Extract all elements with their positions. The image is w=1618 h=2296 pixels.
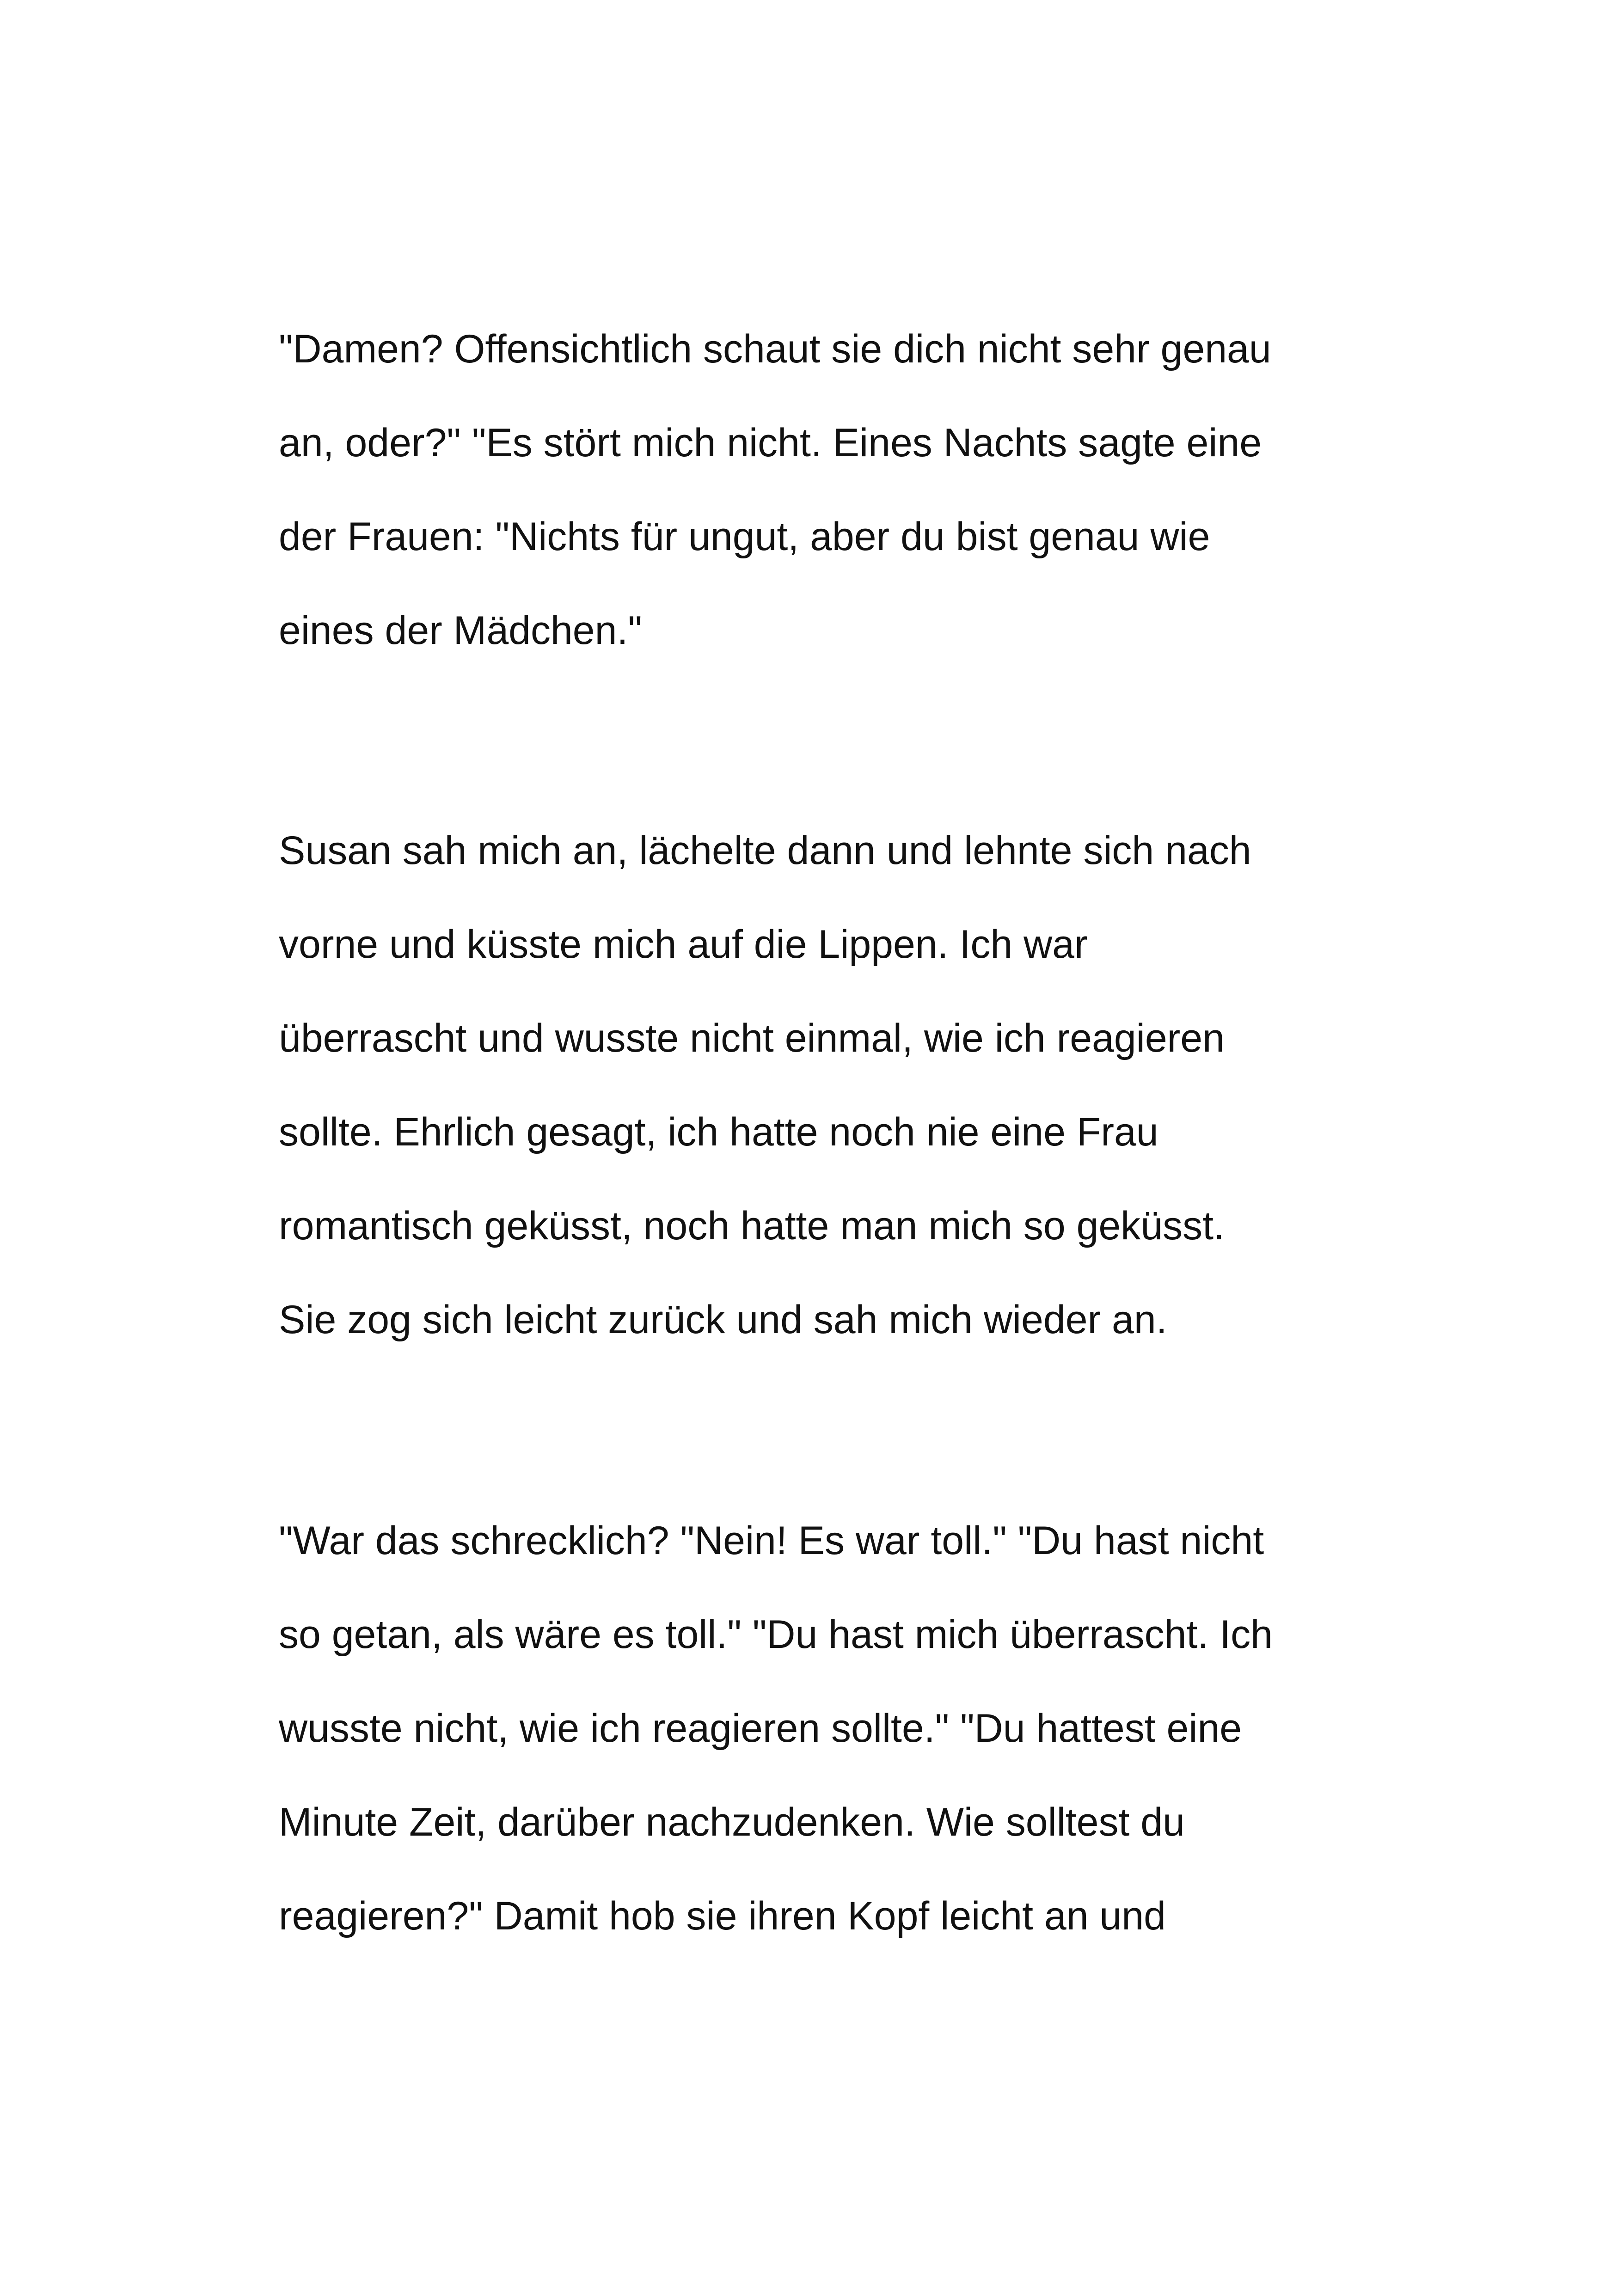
paragraph-3	[279, 1494, 1388, 1963]
text-line: der Frauen: "Nichts für ungut, aber du bist genau wie	[279, 514, 1210, 559]
text-line: Minute Zeit, darüber nachzudenken. Wie solltest du	[279, 1800, 1185, 1844]
text-line: reagieren?" Damit hob sie ihren Kopf leicht an und	[279, 1894, 1166, 1938]
text-line: vorne und küsste mich auf die Lippen. Ich war	[279, 922, 1088, 967]
text-line: Sie zog sich leicht zurück und sah mich wieder an.	[279, 1298, 1167, 1342]
text-line: "Damen? Offensichtlich schaut sie dich nicht sehr genau	[279, 327, 1271, 371]
text-line: überrascht und wusste nicht einmal, wie ich reagieren	[279, 1016, 1225, 1060]
text-line: an, oder?" "Es stört mich nicht. Eines Nachts sagte eine	[279, 421, 1262, 465]
text-line: eines der Mädchen."	[279, 608, 642, 653]
paragraph-2	[279, 804, 1388, 1367]
text-line: Susan sah mich an, lächelte dann und lehnte sich nach	[279, 828, 1251, 873]
text-line: sollte. Ehrlich gesagt, ich hatte noch nie eine Frau	[279, 1110, 1158, 1154]
text-line: "War das schrecklich? "Nein! Es war toll." "Du hast nicht	[279, 1518, 1264, 1563]
text-line: so getan, als wäre es toll." "Du hast mich überrascht. Ich	[279, 1612, 1273, 1657]
text-line: wusste nicht, wie ich reagieren sollte." "Du hattest eine	[279, 1706, 1242, 1751]
text-line: romantisch geküsst, noch hatte man mich so geküsst.	[279, 1204, 1225, 1248]
paragraph-1	[279, 302, 1388, 678]
